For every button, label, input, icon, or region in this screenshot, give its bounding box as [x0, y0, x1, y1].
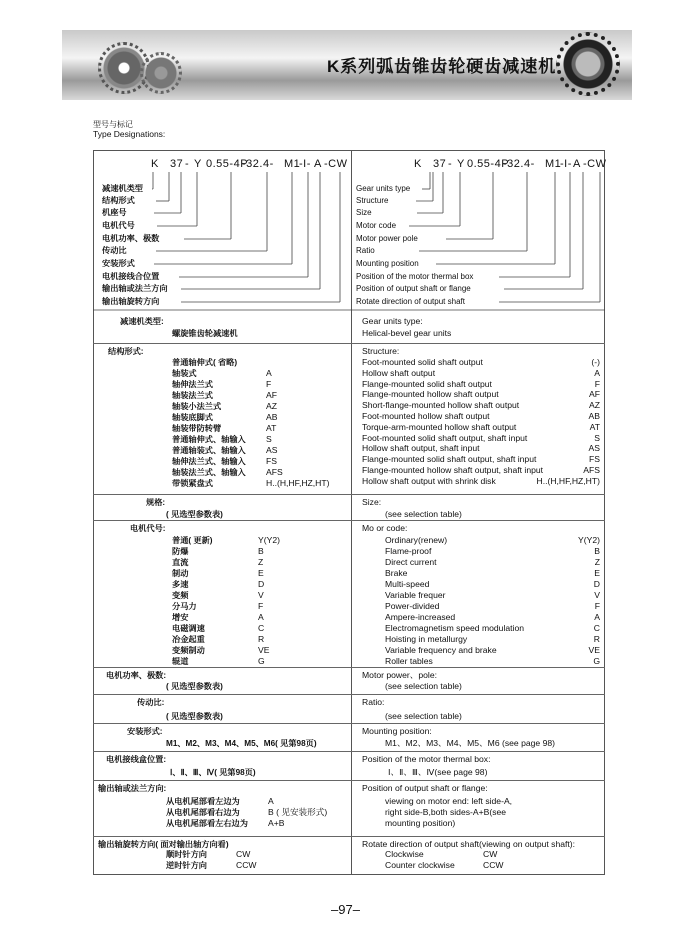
designation-label-en: Motor power pole: [356, 234, 418, 243]
section-item-code: VE: [588, 645, 600, 655]
section-title-en: Rotate direction of output shaft(viewing on output shaft):: [362, 839, 576, 849]
section-title-en: Structure:: [362, 346, 400, 356]
section-item-code: G: [593, 656, 600, 666]
section-item-label-en: Electromagnetism speed modulation: [385, 623, 525, 633]
section-item-code: CCW: [236, 860, 257, 870]
section-item-label-en: Direct current: [385, 557, 437, 567]
section-item-code: AZ: [589, 400, 600, 411]
designation-label-cn: 电机接线合位置: [102, 272, 160, 281]
section-item-label-cn: 轴伸法兰式: [172, 380, 213, 389]
section-item-code: H..(H,HF,HZ,HT): [266, 478, 330, 488]
section-item-code: V: [258, 590, 264, 600]
section-item-label-cn: 螺旋锥齿轮减速机: [172, 329, 238, 338]
section-item-code: CCW: [483, 860, 504, 870]
section-item-code: AB: [266, 412, 278, 422]
section-item-code: Z: [258, 557, 264, 567]
section-item-label-cn: 从电机尾部看左右边为: [166, 819, 248, 828]
designation-label-en: Mounting position: [356, 259, 419, 268]
gear-motor-logo-icon: [556, 32, 620, 96]
section-item-code: (-): [591, 357, 600, 367]
section-item-label-cn: 轴装式: [172, 369, 197, 378]
section-item-code: C: [258, 623, 265, 633]
section-item-label-en: Foot-mounted hollow shaft output: [362, 411, 490, 421]
section-item-label-en: Ordinary(renew): [385, 535, 448, 545]
section-item-label-cn: 变频: [172, 591, 189, 600]
section-item-code: AZ: [266, 401, 277, 411]
section-title-cn: 电机代号:: [130, 524, 166, 533]
section-item-code: R: [258, 634, 265, 644]
section-item-label-en: Ⅰ、Ⅱ、Ⅲ、Ⅳ(see page 98): [388, 767, 488, 777]
section-title-en: Motor power、pole:: [362, 670, 437, 680]
section-item-label-cn: 冶金起重: [172, 635, 205, 644]
section-item-code: AS: [266, 445, 278, 455]
section-item-label-en: Flange-mounted hollow shaft output, shaft input: [362, 465, 544, 475]
section-item-code: C: [593, 623, 600, 633]
section-item-label-cn: 变频制动: [172, 646, 205, 655]
section-item-code: AFS: [266, 467, 283, 477]
section-title-cn: 安装形式:: [127, 727, 163, 736]
section-item-label-en: Flame-proof: [385, 546, 432, 556]
section-item-code: AT: [266, 423, 277, 433]
section-title-en: Gear units type:: [362, 316, 423, 326]
section-item-label-en: Flange-mounted solid shaft output, shaft input: [362, 454, 537, 465]
section-item-code: VE: [258, 645, 270, 655]
designation-label-cn: 输出轴或法兰方向: [102, 284, 168, 293]
designation-label-en: Motor code: [356, 221, 397, 230]
section-item-code: AF: [589, 389, 600, 400]
header-banner: [62, 30, 632, 100]
section-item-code: H..(H,HF,HZ,HT): [536, 475, 600, 486]
section-item-label-en: Flange-mounted hollow shaft output: [362, 389, 499, 400]
designation-label-cn: 传动比: [102, 246, 127, 255]
section-item-label-cn: 轴装小法兰式: [172, 402, 222, 411]
row-divider: [93, 494, 605, 495]
banner-title: K系列弧齿锥齿轮硬齿减速机: [327, 57, 557, 76]
designation-code-segment: -: [448, 158, 453, 170]
section-item-code: R: [593, 634, 600, 644]
section-item-code: A: [268, 796, 274, 806]
designation-label-en: Rotate direction of output shaft: [356, 297, 465, 306]
designation-label-en: Structure: [356, 196, 389, 205]
section-item-label-en: Multi-speed: [385, 579, 430, 589]
section-title-cn: 减速机类型:: [120, 317, 164, 326]
section-item-label-en: (see selection table): [385, 711, 462, 721]
section-title-cn: 传动比:: [137, 698, 165, 707]
section-title-en: Position of output shaft or flange:: [362, 783, 488, 793]
section-item-label-en: Foot-mounted solid shaft output, shaft input: [362, 432, 528, 443]
section-item-code: A: [594, 367, 600, 378]
designation-code-segment: 37: [170, 158, 184, 170]
designation-code-segment: -CW: [583, 158, 607, 170]
designation-label-cn: 安装形式: [102, 259, 135, 268]
section-item-label-en: Hollow shaft output: [362, 367, 436, 378]
section-item-code: Y(Y2): [578, 535, 600, 545]
section-title-cn: 规格:: [146, 498, 166, 507]
designation-label-en: Position of the motor thermal box: [356, 272, 474, 281]
designation-code-segment: 37: [433, 158, 447, 170]
designation-code-segment: M1: [284, 158, 301, 170]
section-item-label-cn: 逆时针方向: [166, 861, 207, 870]
section-item-label-en: Hollow shaft output, shaft input: [362, 443, 480, 454]
section-item-code: S: [266, 434, 272, 444]
section-item-label-en: Brake: [385, 568, 408, 578]
section-item-label-cn: 制动: [172, 569, 189, 578]
section-item-label-cn: 顺时针方向: [166, 850, 207, 859]
designation-code-segment: 0.55-4P: [467, 158, 510, 170]
section-item-label-en: (see selection table): [385, 509, 462, 519]
designation-label-en: Size: [356, 208, 372, 217]
designation-code-segment: -I-: [299, 158, 311, 170]
section-item-label-cn: 普通( 更新): [172, 536, 213, 545]
row-divider: [93, 751, 605, 752]
section-item-label-en: (see selection table): [385, 681, 462, 691]
row-divider: [93, 520, 605, 521]
section-item-label-en: right side-B,both sides-A+B(see: [385, 807, 507, 817]
section-title-en: Mo or code:: [362, 523, 408, 533]
section-title-en: Ratio:: [362, 697, 385, 707]
section-title-cn: 输出轴旋转方向( 面对输出轴方向看): [98, 840, 229, 849]
section-item-label-en: viewing on motor end: left side-A,: [385, 796, 513, 806]
section-item-code: Z: [594, 557, 600, 567]
designation-code-segment: A: [314, 158, 322, 170]
designation-label-cn: 结构形式: [102, 196, 135, 205]
section-item-label-cn: 普通轴伸式( 省略): [172, 358, 238, 367]
section-item-label-en: Foot-mounted solid shaft output: [362, 357, 483, 367]
section-item-code: F: [594, 601, 600, 611]
section-item-label-cn: 轴装法兰式、轴输入: [172, 468, 246, 477]
section-title-cn: 输出轴或法兰方向:: [98, 784, 167, 793]
designation-label-en: Ratio: [356, 246, 375, 255]
section-item-code: AFS: [583, 465, 600, 475]
designation-code-segment: -CW: [324, 158, 348, 170]
designation-code-segment: Y: [457, 158, 465, 170]
section-item-label-en: Power-divided: [385, 601, 440, 611]
designation-code-segment: M1: [545, 158, 562, 170]
row-divider: [93, 780, 605, 781]
section-item-label-en: mounting position): [385, 818, 456, 828]
section-item-code: B ( 见安装形式): [268, 807, 328, 817]
section-item-label-cn: ( 见选型参数表): [166, 712, 223, 721]
section-item-label-cn: 普通轴装式、轴输入: [172, 446, 246, 455]
section-item-code: G: [258, 656, 265, 666]
section-item-code: FS: [266, 456, 277, 466]
section-item-code: CW: [483, 849, 498, 859]
section-item-label-cn: 从电机尾部看右边为: [166, 808, 240, 817]
section-item-label-en: Hollow shaft output with shrink disk: [362, 475, 496, 486]
row-divider: [93, 836, 605, 837]
section-item-code: S: [594, 432, 600, 443]
section-item-label-cn: 普通轴伸式、轴输入: [172, 435, 246, 444]
section-title-cn: 结构形式:: [108, 347, 144, 356]
designation-label-cn: 电机代号: [102, 221, 135, 230]
row-divider: [93, 667, 605, 668]
section-item-label-en: Torque-arm-mounted hollow shaft output: [362, 421, 517, 432]
section-title-en: Size:: [362, 497, 382, 507]
designation-label-cn: 输出轴旋转方向: [102, 297, 160, 306]
section-item-label-cn: ( 见选型参数表): [166, 510, 223, 519]
section-item-label-cn: 轴装带防转臂: [172, 424, 222, 433]
section-item-label-cn: 电磁调速: [172, 624, 205, 633]
section-item-label-cn: 轴伸法兰式、轴输入: [172, 457, 246, 466]
heading-en: Type Designations:: [93, 129, 166, 139]
designation-code-segment: K: [414, 158, 422, 170]
section-item-label-cn: 分马力: [172, 602, 197, 611]
section-item-label-en: Roller tables: [385, 656, 433, 666]
section-item-code: AF: [266, 390, 277, 400]
designation-code-segment: -32.4-: [503, 158, 535, 170]
section-item-code: Y(Y2): [258, 535, 280, 545]
section-title-cn: 电机功率、极数:: [106, 671, 167, 680]
section-item-code: A: [258, 612, 264, 622]
section-item-code: F: [258, 601, 264, 611]
section-item-code: E: [258, 568, 264, 578]
section-item-code: B: [594, 546, 600, 556]
designation-code-segment: K: [151, 158, 159, 170]
designation-code-segment: Y: [194, 158, 202, 170]
section-title-cn: 电机接线盒位置:: [106, 755, 167, 764]
section-item-code: D: [258, 579, 265, 589]
section-item-code: F: [594, 378, 600, 389]
section-item-label-cn: 直流: [172, 558, 189, 567]
designation-label-cn: 减速机类型: [102, 184, 143, 193]
section-item-label-cn: ( 见选型参数表): [166, 682, 223, 691]
row-divider: [93, 343, 605, 344]
designation-label-cn: 电机功率、极数: [102, 234, 160, 243]
section-item-code: FS: [589, 454, 600, 465]
section-item-label-en: Short-flange-mounted hollow shaft output: [362, 400, 520, 411]
section-item-label-cn: 防爆: [172, 547, 189, 556]
section-item-code: F: [266, 379, 272, 389]
section-item-code: D: [593, 579, 600, 589]
designation-label-en: Position of output shaft or flange: [356, 284, 471, 293]
section-item-label-en: Variable frequency and brake: [385, 645, 497, 655]
designation-label-cn: 机座号: [102, 208, 127, 217]
heading-cn: 型号与标记: [93, 120, 133, 129]
section-item-label-en: Clockwise: [385, 849, 424, 859]
section-item-code: A+B: [268, 818, 285, 828]
row-divider: [93, 723, 605, 724]
section-item-code: E: [594, 568, 600, 578]
section-item-label-en: Variable frequer: [385, 590, 446, 600]
section-item-label-en: Counter clockwise: [385, 860, 455, 870]
section-item-label-cn: 多速: [172, 580, 189, 589]
section-item-label-en: M1、M2、M3、M4、M5、M6 (see page 98): [385, 738, 556, 748]
section-title-en: Position of the motor thermal box:: [362, 754, 491, 764]
designation-label-en: Gear units type: [356, 184, 411, 193]
row-divider: [93, 694, 605, 695]
page-number: –97–: [331, 902, 360, 917]
section-item-label-en: Helical-bevel gear units: [362, 328, 452, 338]
section-item-label-en: Flange-mounted solid shaft output: [362, 378, 492, 389]
designation-code-segment: -32.4-: [242, 158, 274, 170]
section-item-label-cn: M1、M2、M3、M4、M5、M6( 见第98页): [166, 739, 317, 748]
section-item-label-en: Ampere-increased: [385, 612, 456, 622]
section-item-code: V: [594, 590, 600, 600]
section-item-code: AB: [588, 411, 600, 421]
section-item-label-cn: Ⅰ、Ⅱ、Ⅲ、Ⅳ( 见第98页): [170, 768, 256, 777]
section-item-code: B: [258, 546, 264, 556]
section-item-code: AT: [589, 421, 600, 432]
section-item-label-cn: 辊道: [172, 657, 189, 666]
section-item-code: CW: [236, 849, 251, 859]
section-item-label-cn: 从电机尾部看左边为: [166, 797, 240, 806]
section-item-label-cn: 带锁紧盘式: [172, 479, 213, 488]
designation-code-segment: -: [185, 158, 190, 170]
section-item-code: AS: [588, 443, 600, 454]
designation-code-segment: -I-: [560, 158, 572, 170]
column-divider: [351, 150, 352, 875]
designation-code-segment: A: [573, 158, 581, 170]
section-item-code: A: [594, 612, 600, 622]
gear-graphic-icon: [140, 52, 182, 94]
section-item-label-cn: 轴装底脚式: [172, 413, 213, 422]
section-item-label-en: Hoisting in metallurgy: [385, 634, 468, 644]
designation-code-segment: 0.55-4P: [206, 158, 249, 170]
section-item-label-cn: 增安: [172, 613, 189, 622]
section-title-en: Mounting position:: [362, 726, 432, 736]
section-item-label-cn: 轴装法兰式: [172, 391, 213, 400]
section-item-code: A: [266, 368, 272, 378]
